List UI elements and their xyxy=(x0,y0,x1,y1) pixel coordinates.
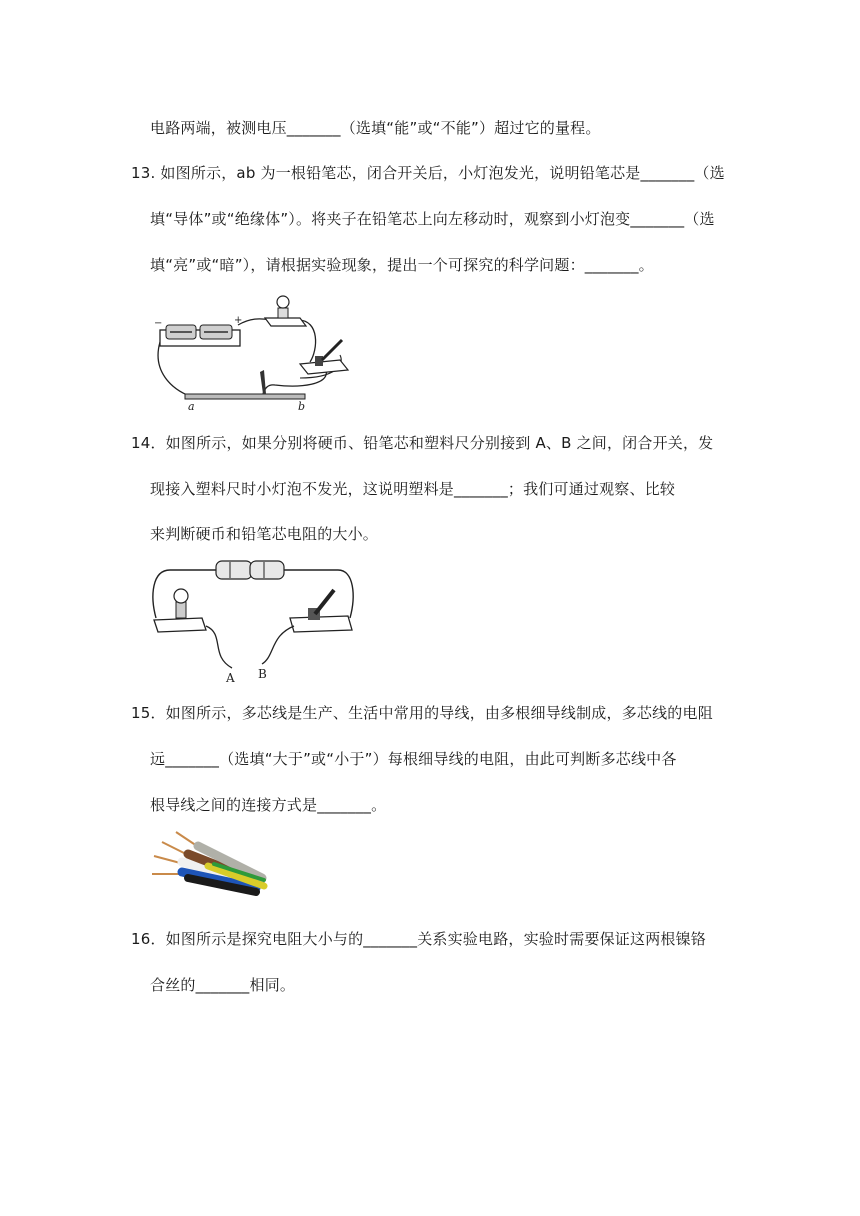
fig13-label-b: b xyxy=(298,400,306,410)
q15-multicore-cable-image xyxy=(148,826,270,896)
q15-text-line-1: 15．如图所示，多芯线是生产、生活中常用的导线，由多根细导线制成，多芯线的电阻 xyxy=(131,704,713,722)
q16-text-line-2: 合丝的_______相同。 xyxy=(150,976,296,994)
q16-text-line-1: 16．如图所示是探究电阻大小与的_______关系实验电路，实验时需要保证这两根镍铬 xyxy=(131,930,706,948)
q14-circuit-figure xyxy=(150,556,360,686)
fig14-label-B: B xyxy=(258,667,267,681)
q14-text-line-1: 14．如图所示，如果分别将硬币、铅笔芯和塑料尺分别接到 A、B 之间，闭合开关，发 xyxy=(131,434,714,452)
fig13-label-a: a xyxy=(188,400,195,410)
q14-text-line-2: 现接入塑料尺时小灯泡不发光，这说明塑料是_______；我们可通过观察、比较 xyxy=(150,480,676,498)
q13-text-line-1: 13. 如图所示，ab 为一根铅笔芯，闭合开关后，小灯泡发光，说明铅笔芯是_______（选 xyxy=(131,164,725,182)
q13-text-line-2: 填“导体”或“绝缘体”）。将夹子在铅笔芯上向左移动时，观察到小灯泡变_______（选 xyxy=(150,210,715,228)
fig13-minus-label: − xyxy=(154,318,163,329)
q13-circuit-figure xyxy=(150,290,360,410)
q14-text-line-3: 来判断硬币和铅笔芯电阻的大小。 xyxy=(150,525,379,543)
q13-text-line-3: 填“亮”或“暗”），请根据实验现象，提出一个可探究的科学问题：_______。 xyxy=(150,256,654,274)
q15-text-line-2: 远_______（选填“大于”或“小于”）每根细导线的电阻，由此可判断多芯线中各 xyxy=(150,750,677,768)
q15-text-line-3: 根导线之间的连接方式是_______。 xyxy=(150,796,387,814)
fig13-plus-label: + xyxy=(234,315,243,326)
q12-text-end: 电路两端，被测电压_______（选填“能”或“不能”）超过它的量程。 xyxy=(150,119,601,137)
fig14-label-A: A xyxy=(226,671,235,685)
